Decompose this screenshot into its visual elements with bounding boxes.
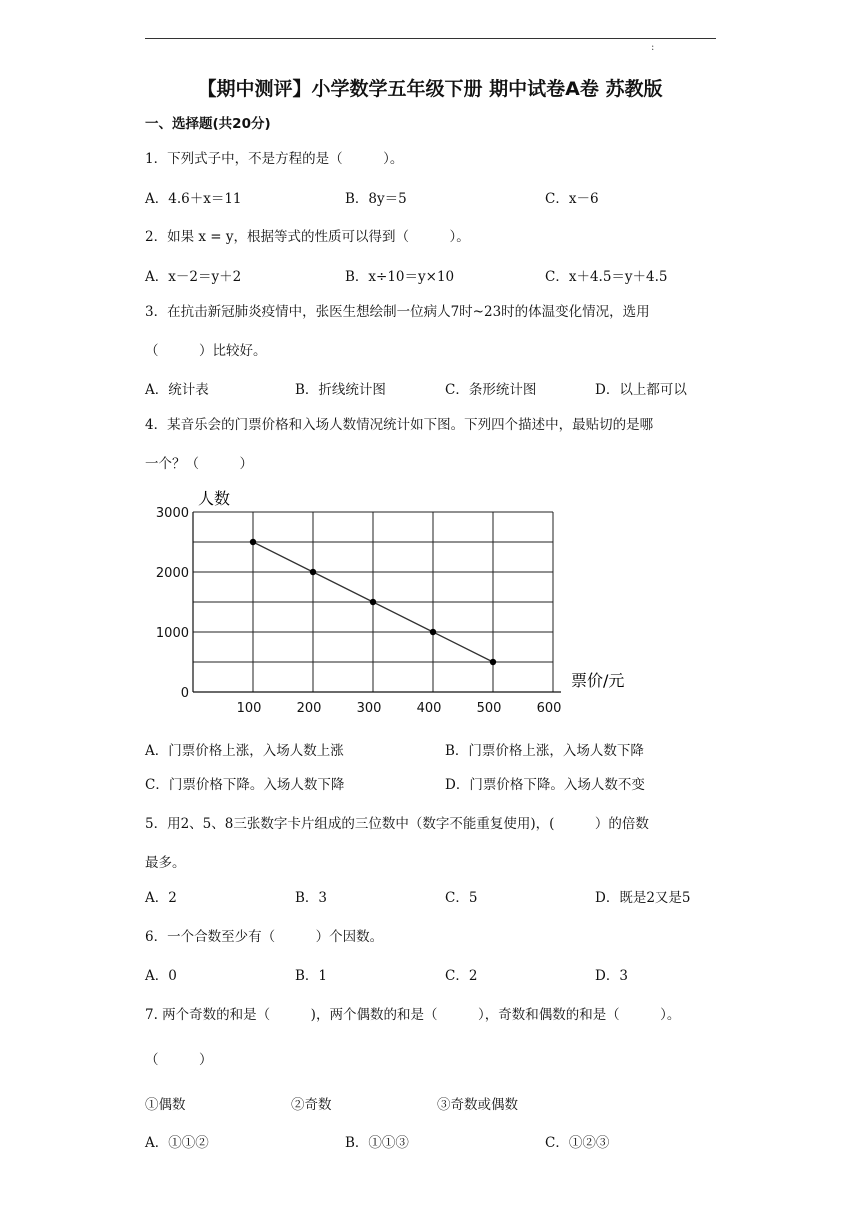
y-tick-label: 1000 [155, 626, 189, 641]
q7-option-b[interactable]: B．①①③ [345, 1135, 409, 1151]
data-point [250, 539, 256, 545]
q6-option-b[interactable]: B．1 [295, 968, 328, 984]
q7-option-a[interactable]: A．①①② [145, 1135, 209, 1151]
question-1-text: 1．下列式子中，不是方程的是（ ）。 [145, 151, 404, 167]
q7-choice-3: ③奇数或偶数 [437, 1097, 518, 1113]
question-2-text: 2．如果 x = y，根据等式的性质可以得到（ ）。 [145, 229, 470, 245]
q3-option-d[interactable]: D．以上都可以 [595, 382, 687, 398]
q2-option-a[interactable]: A．x－2＝y＋2 [145, 269, 242, 285]
header-rule [145, 38, 716, 39]
question-3-text: 3．在抗击新冠肺炎疫情中，张医生想绘制一位病人7时~23时的体温变化情况，选用 [145, 304, 650, 320]
data-point [490, 659, 496, 665]
question-7-text-cont: （ ） [145, 1052, 213, 1068]
q5-option-c[interactable]: C．5 [445, 890, 478, 906]
q3-option-a[interactable]: A．统计表 [145, 382, 209, 398]
x-axis-label: 票价/元 [571, 671, 625, 690]
x-tick-label: 400 [416, 701, 442, 716]
question-4-text: 4．某音乐会的门票价格和入场人数情况统计如下图。下列四个描述中，最贴切的是哪 [145, 417, 654, 433]
data-point [430, 629, 436, 635]
question-7-text: 7. 两个奇数的和是（ )，两个偶数的和是（ ），奇数和偶数的和是（ ）。 [145, 1007, 681, 1023]
q4-option-d[interactable]: D．门票价格下降。入场人数不变 [445, 777, 645, 793]
data-point [370, 599, 376, 605]
question-4-text-cont: 一个？（ ） [145, 456, 253, 472]
q3-option-b[interactable]: B．折线统计图 [295, 382, 386, 398]
q4-option-b[interactable]: B．门票价格上涨，入场人数下降 [445, 743, 644, 759]
q7-choice-2: ②奇数 [291, 1097, 332, 1113]
question-5-text-cont: 最多。 [145, 855, 186, 871]
q6-option-d[interactable]: D．3 [595, 968, 628, 984]
question-6-text: 6．一个合数至少有（ ）个因数。 [145, 929, 384, 945]
x-tick-label: 300 [356, 701, 382, 716]
q2-option-b[interactable]: B．x÷10＝y×10 [345, 269, 455, 285]
q1-option-b[interactable]: B．8y＝5 [345, 191, 407, 207]
q7-choice-1: ①偶数 [145, 1097, 186, 1113]
y-axis-label: 人数 [198, 489, 231, 508]
q3-option-c[interactable]: C．条形统计图 [445, 382, 537, 398]
question-3-text-cont: （ ）比较好。 [145, 343, 267, 359]
q4-option-a[interactable]: A．门票价格上涨，入场人数上涨 [145, 743, 344, 759]
y-tick-label: 3000 [155, 506, 189, 521]
q5-option-a[interactable]: A．2 [145, 890, 177, 906]
q6-option-a[interactable]: A．0 [145, 968, 177, 984]
q5-option-b[interactable]: B．3 [295, 890, 328, 906]
section-heading: 一、选择题(共20分) [145, 116, 271, 132]
data-point [310, 569, 316, 575]
page-title: 【期中测评】小学数学五年级下册 期中试卷A卷 苏教版 [197, 78, 663, 100]
q1-option-a[interactable]: A．4.6＋x＝11 [145, 191, 242, 207]
q6-option-c[interactable]: C．2 [445, 968, 478, 984]
chart-tick-labels [156, 506, 562, 716]
q2-option-c[interactable]: C．x＋4.5＝y＋4.5 [545, 269, 668, 285]
y-tick-label: 2000 [155, 566, 189, 581]
q4-option-c[interactable]: C．门票价格下降。入场人数下降 [145, 777, 345, 793]
x-tick-label: 200 [296, 701, 322, 716]
x-tick-label: 100 [236, 701, 262, 716]
x-tick-label: 500 [476, 701, 502, 716]
x-tick-label: 600 [536, 701, 562, 716]
header-mark: : [651, 42, 655, 53]
ticket-price-line-chart [145, 480, 645, 720]
question-5-text: 5．用2、5、8三张数字卡片组成的三位数中（数字不能重复使用)，( ）的倍数 [145, 816, 649, 832]
q1-option-c[interactable]: C．x－6 [545, 191, 599, 207]
y-tick-label: 0 [180, 686, 189, 701]
q5-option-d[interactable]: D．既是2又是5 [595, 890, 691, 906]
q7-option-c[interactable]: C．①②③ [545, 1135, 610, 1151]
